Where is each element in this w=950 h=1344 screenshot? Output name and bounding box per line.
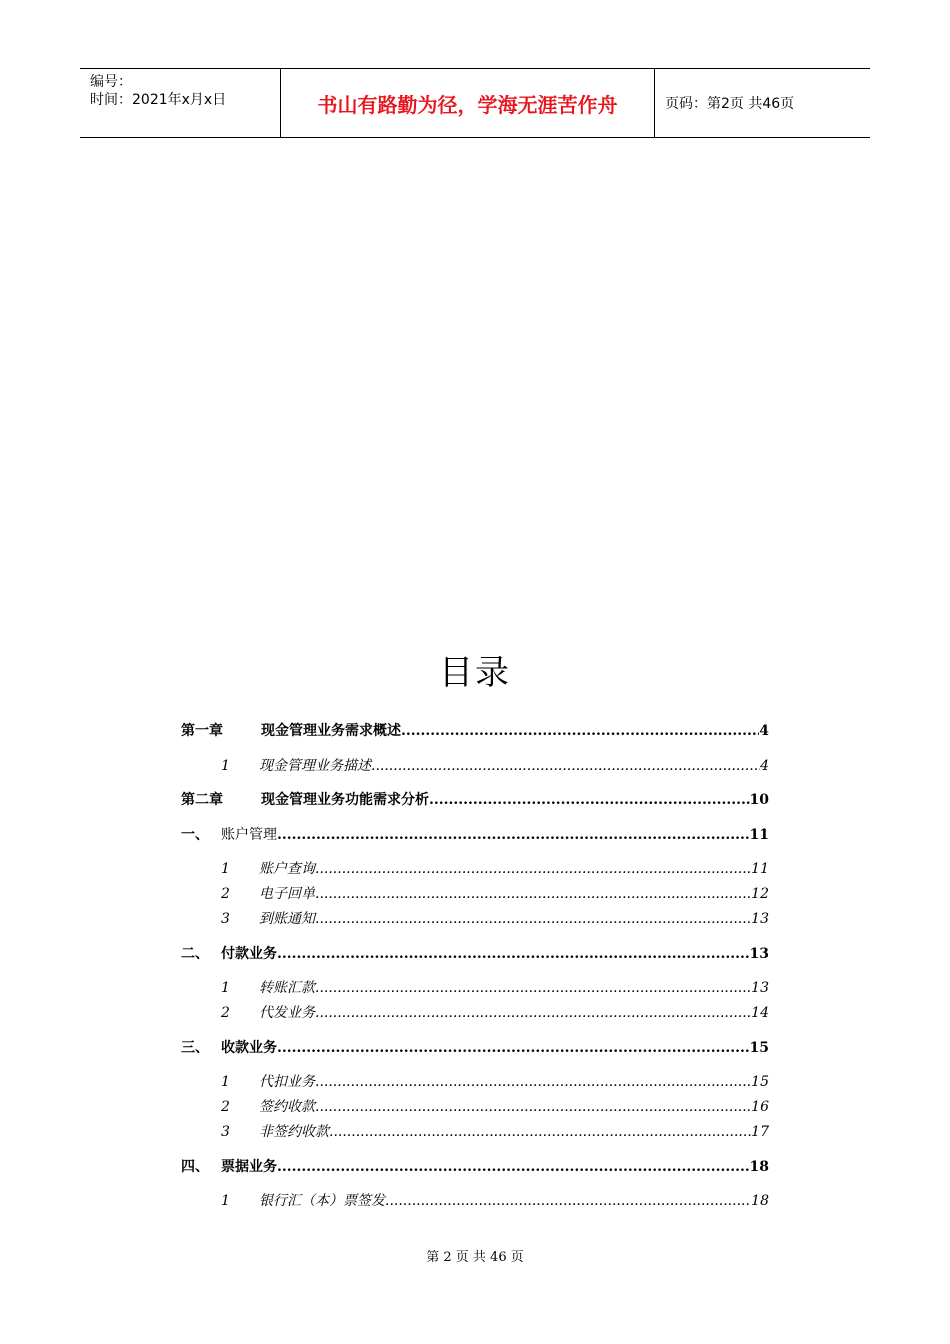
toc-entry-page: 13: [749, 946, 769, 962]
toc-entry-page: 16: [751, 1099, 769, 1115]
toc-entry-subsection[interactable]: [181, 755, 769, 779]
toc-entry-section[interactable]: [181, 824, 769, 848]
toc-entry-number: 1: [221, 980, 230, 996]
toc-entry-page: 4: [760, 758, 769, 774]
toc-entry-subsection[interactable]: [181, 977, 769, 1001]
toc-entry-section[interactable]: [181, 943, 769, 967]
toc-entry-page: 15: [749, 1040, 769, 1056]
toc-entry-page: 15: [751, 1074, 769, 1090]
toc-entry-subsection[interactable]: [181, 1096, 769, 1120]
toc-entry-chapter[interactable]: [181, 789, 769, 813]
toc-entry-chapter[interactable]: [181, 720, 769, 744]
toc-entry-page: 14: [751, 1005, 769, 1021]
toc-entry-subsection[interactable]: [181, 858, 769, 882]
header-left-cell: [80, 69, 281, 137]
toc-entry-text: 现金管理业务功能需求分析: [261, 792, 429, 808]
document-date: 时间：2021年x月x日: [90, 92, 227, 108]
header-page-info: 页码：第2页 共46页: [665, 96, 795, 112]
toc-entry-number: 第一章: [181, 723, 223, 739]
header-motto: 书山有路勤为径，学海无涯苦作舟: [281, 69, 655, 137]
toc-leader-dots: [315, 1099, 751, 1115]
toc-entry-text: 银行汇（本）票签发: [259, 1193, 385, 1209]
toc-leader-dots: [329, 1124, 751, 1140]
page-header: [80, 68, 870, 138]
toc-entry-subsection[interactable]: [181, 883, 769, 907]
toc-entry-subsection[interactable]: [181, 1121, 769, 1145]
toc-entry-text: 代扣业务: [259, 1074, 315, 1090]
toc-leader-dots: [315, 1074, 751, 1090]
toc-entry-text: 到账通知: [259, 911, 315, 927]
toc-entry-text: 付款业务: [221, 946, 277, 962]
toc-entry-text: 现金管理业务需求概述: [261, 723, 401, 739]
toc-leader-dots: [277, 827, 750, 843]
toc-entry-number: 3: [221, 1124, 230, 1140]
toc-leader-dots: [315, 980, 751, 996]
toc-entry-page: 13: [751, 911, 769, 927]
toc-entry-page: 4: [759, 723, 769, 739]
toc-leader-dots: [371, 758, 760, 774]
toc-entry-section[interactable]: [181, 1156, 769, 1180]
toc-leader-dots: [277, 946, 750, 962]
toc-entry-text: 转账汇款: [259, 980, 315, 996]
toc-leader-dots: [277, 1040, 750, 1056]
toc-leader-dots: [315, 886, 751, 902]
toc-entry-page: 13: [751, 980, 769, 996]
toc-entry-page: 17: [751, 1124, 769, 1140]
toc-entry-number: 2: [221, 1099, 230, 1115]
toc-leader-dots: [315, 911, 751, 927]
toc-entry-page: 10: [749, 792, 769, 808]
toc-leader-dots: [315, 861, 751, 877]
toc-entry-number: 第二章: [181, 792, 223, 808]
toc-entry-text: 电子回单: [259, 886, 315, 902]
toc-entry-number: 一、: [181, 827, 209, 843]
toc-entry-number: 2: [221, 1005, 230, 1021]
toc-entry-text: 现金管理业务描述: [259, 758, 371, 774]
toc-entry-number: 3: [221, 911, 230, 927]
toc-entry-page: 11: [751, 861, 769, 877]
page-footer: 第 2 页 共 46 页: [426, 1250, 524, 1265]
toc-entry-page: 18: [751, 1193, 769, 1209]
toc-entry-number: 1: [221, 758, 230, 774]
toc-leader-dots: [401, 723, 759, 739]
toc-entry-subsection[interactable]: [181, 1190, 769, 1214]
toc-entry-text: 票据业务: [221, 1159, 277, 1175]
toc-entry-subsection[interactable]: [181, 1002, 769, 1026]
toc-entry-text: 代发业务: [259, 1005, 315, 1021]
toc-leader-dots: [277, 1159, 750, 1175]
toc-entry-text: 账户管理: [221, 827, 277, 843]
toc-entry-number: 1: [221, 861, 230, 877]
toc-entry-number: 二、: [181, 946, 209, 962]
toc-entry-number: 2: [221, 886, 230, 902]
toc-entry-number: 三、: [181, 1040, 209, 1056]
toc-leader-dots: [385, 1193, 751, 1209]
toc-entry-subsection[interactable]: [181, 1071, 769, 1095]
toc-entry-section[interactable]: [181, 1037, 769, 1061]
toc-entry-number: 1: [221, 1193, 230, 1209]
document-number-label: 编号：: [90, 74, 132, 90]
toc-entry-text: 非签约收款: [259, 1124, 329, 1140]
toc-title: 目录: [439, 653, 511, 693]
toc-entry-page: 12: [751, 886, 769, 902]
toc-entry-page: 18: [749, 1159, 769, 1175]
toc-entry-text: 账户查询: [259, 861, 315, 877]
toc-leader-dots: [315, 1005, 751, 1021]
toc-entry-text: 签约收款: [259, 1099, 315, 1115]
toc-entry-text: 收款业务: [221, 1040, 277, 1056]
toc-entry-number: 四、: [181, 1159, 209, 1175]
toc-entry-page: 11: [749, 827, 769, 843]
toc-entry-subsection[interactable]: [181, 908, 769, 932]
toc-entry-number: 1: [221, 1074, 230, 1090]
toc-leader-dots: [429, 792, 750, 808]
